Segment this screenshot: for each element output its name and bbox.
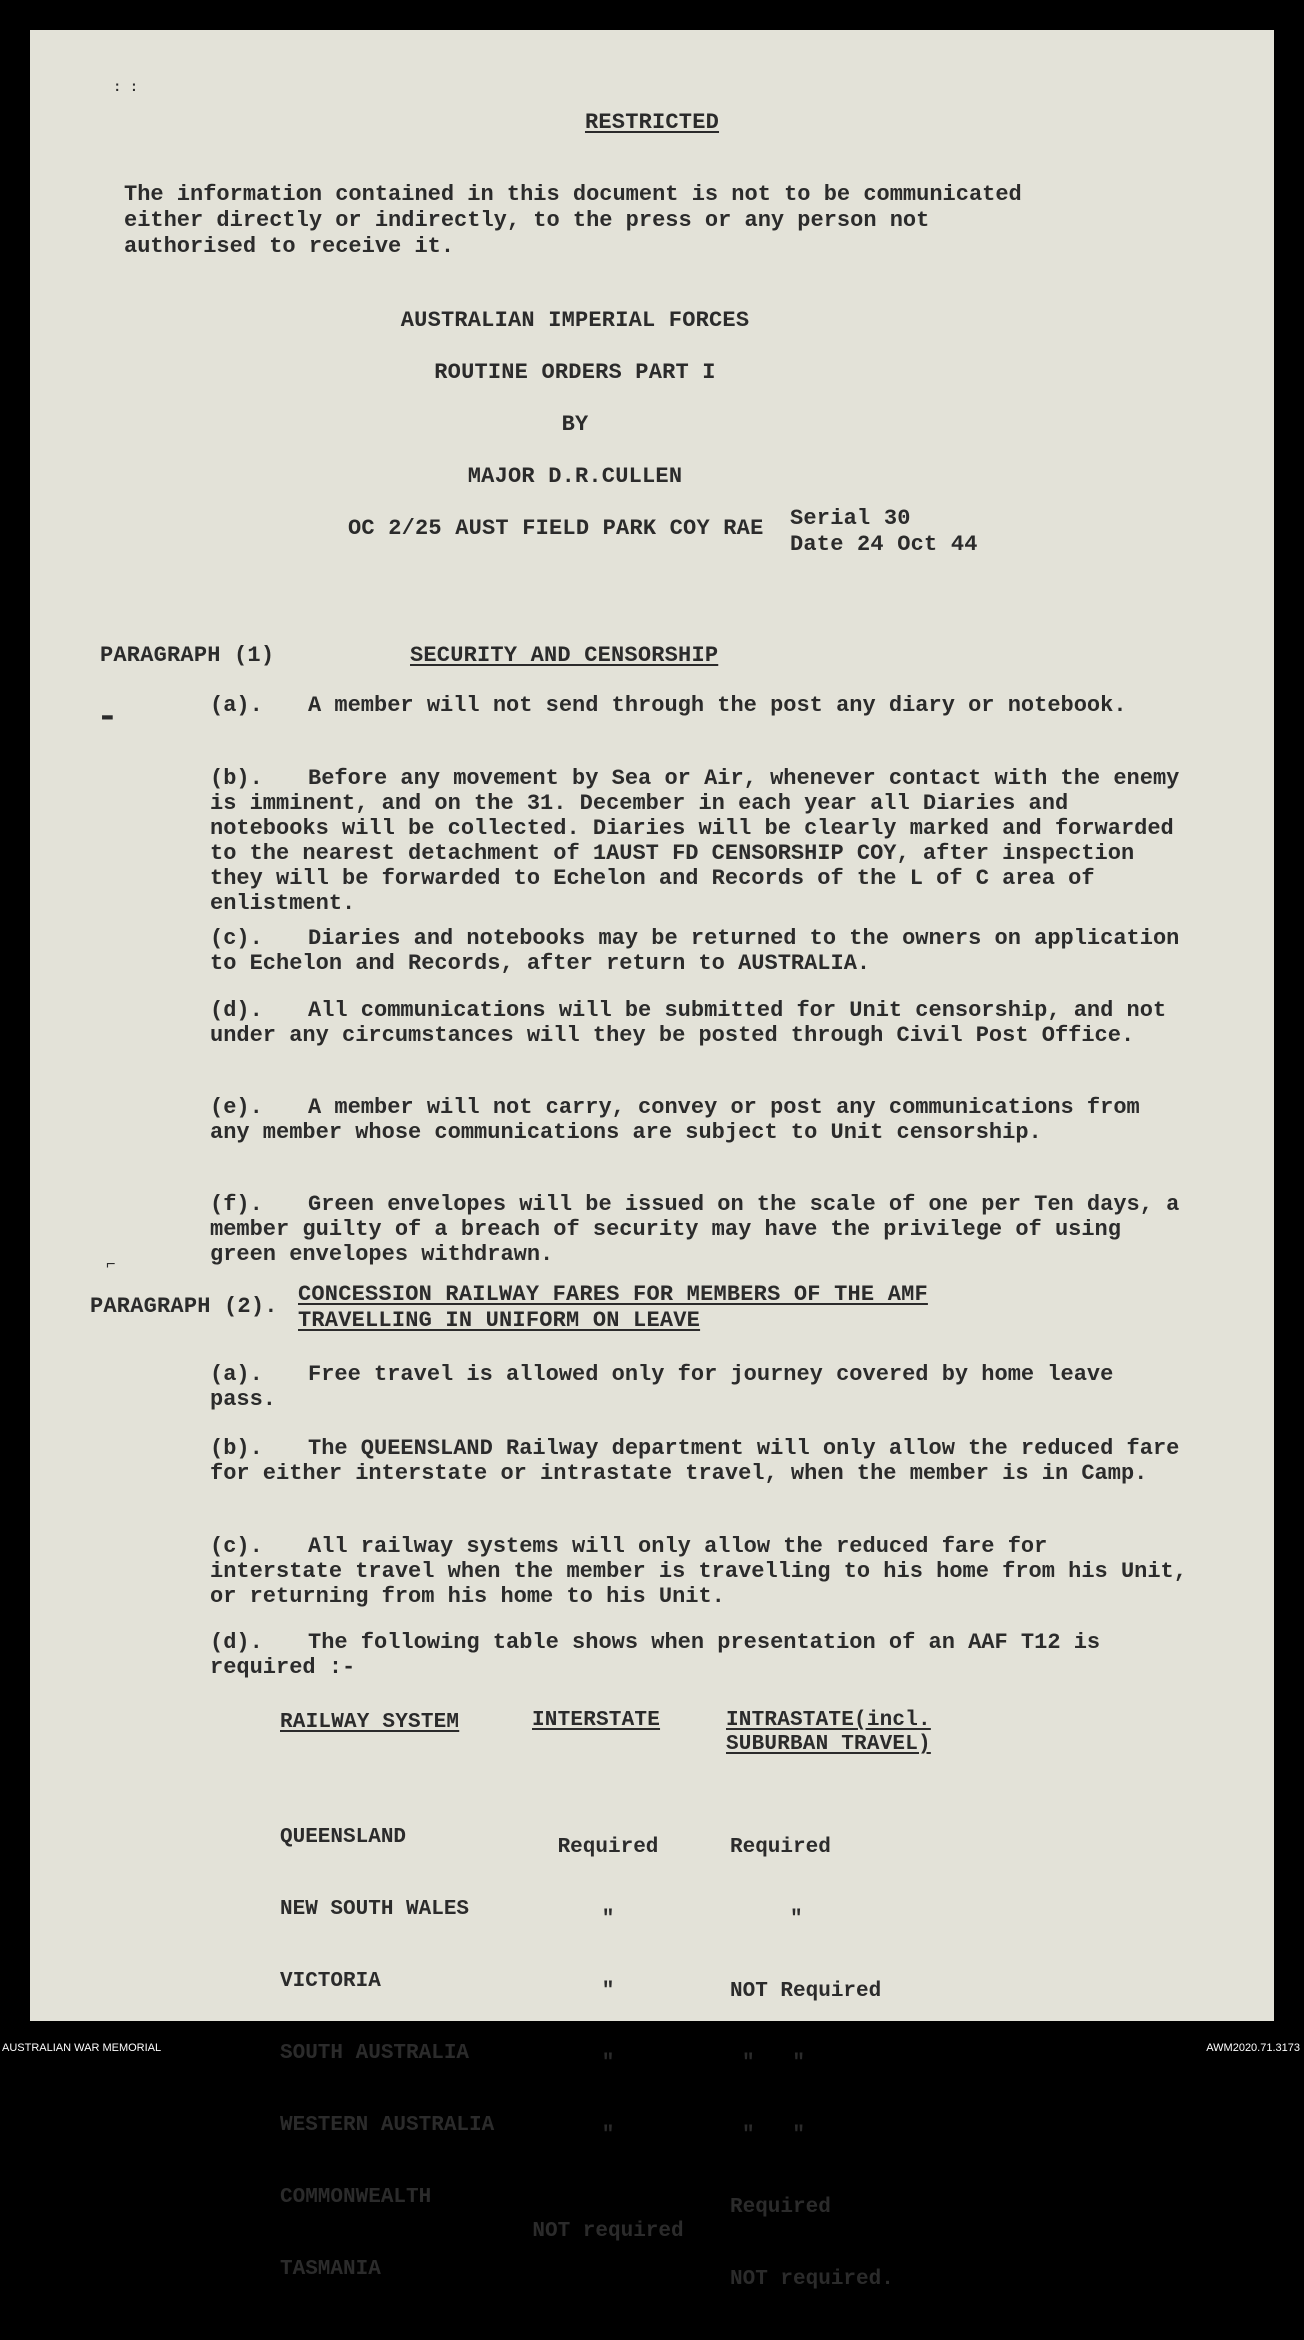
table-cell-intrastate: " " xyxy=(742,2052,806,2075)
item-text: The following table shows when presentation of an AAF T12 is required :- xyxy=(210,1630,1101,1680)
footer-right: AWM2020.71.3173 xyxy=(1206,2042,1300,2054)
item-label: (c). xyxy=(210,1534,263,1559)
paragraph-1-label: PARAGRAPH (1) xyxy=(100,643,275,668)
item-text: Green envelopes will be issued on the scale of one per Ten days, a member guilty of a breach of security may have the privilege of using green envelopes withdrawn. xyxy=(210,1192,1180,1267)
item-label: (e). xyxy=(210,1095,263,1120)
item-label: (c). xyxy=(210,926,263,951)
item-label: (d). xyxy=(210,998,263,1023)
item-text: Free travel is allowed only for journey covered by home leave pass. xyxy=(210,1362,1114,1412)
order-date: Date 24 Oct 44 xyxy=(790,532,978,557)
punch-mark: : : xyxy=(113,80,139,96)
paragraph-2-heading-line-1: CONCESSION RAILWAY FARES FOR MEMBERS OF THE AMF xyxy=(298,1282,928,1307)
paragraph-1-item-f xyxy=(210,1192,1190,1267)
restricted-heading: RESTRICTED xyxy=(584,110,720,135)
table-row-system: NEW SOUTH WALES xyxy=(280,1898,470,1921)
title-line-2: ROUTINE ORDERS PART I xyxy=(434,360,716,385)
notice-line: The information contained in this document is not to be communicated xyxy=(124,182,1022,207)
table-cell-intrastate: Required xyxy=(730,1836,831,1859)
item-label: (d). xyxy=(210,1630,263,1655)
table-header-intrastate-line-1: INTRASTATE(incl. xyxy=(726,1709,931,1732)
paragraph-2-heading-line-2: TRAVELLING IN UNIFORM ON LEAVE xyxy=(298,1308,701,1333)
item-text: A member will not carry, convey or post any communications from any member whose communications are subject to Unit censorship. xyxy=(210,1095,1140,1145)
table-header-interstate: INTERSTATE xyxy=(532,1709,661,1732)
table-header-railway-system: RAILWAY SYSTEM xyxy=(280,1711,460,1734)
item-text: All communications will be submitted for Unit censorship, and not under any circumstances will they be posted through Civil Post Office. xyxy=(210,998,1167,1048)
table-cell-intrastate: NOT required. xyxy=(730,2268,894,2291)
paragraph-2-item-c xyxy=(210,1534,1190,1609)
item-text: All railway systems will only allow the reduced fare for interstate travel when the member is travelling to his home from his Unit, or returning from his home to his Unit. xyxy=(210,1534,1187,1609)
item-label: (b). xyxy=(210,766,263,791)
table-column-systems xyxy=(280,1778,494,2330)
paragraph-2-item-a xyxy=(210,1362,1190,1412)
paragraph-2-label: PARAGRAPH (2). xyxy=(90,1294,278,1319)
table-row-system: VICTORIA xyxy=(280,1970,381,1993)
notice-line: either directly or indirectly, to the press or any person not xyxy=(124,208,930,233)
serial-number: Serial 30 xyxy=(790,506,911,531)
title-line-1: AUSTRALIAN IMPERIAL FORCES xyxy=(400,308,750,333)
table-row-system: QUEENSLAND xyxy=(280,1826,407,1849)
title-line-4: MAJOR D.R.CULLEN xyxy=(467,464,683,489)
paragraph-2-item-b xyxy=(210,1436,1190,1486)
title-line-3: BY xyxy=(561,412,589,437)
table-header-intrastate-line-2: SUBURBAN TRAVEL) xyxy=(726,1733,931,1756)
item-label: (a). xyxy=(210,1362,263,1387)
table-cell-intrastate: Required xyxy=(730,2196,831,2219)
table-cell-intrastate: NOT Required xyxy=(730,1980,882,2003)
paragraph-1-item-b xyxy=(210,766,1190,916)
table-column-intrastate xyxy=(730,1788,894,2340)
item-label: (b). xyxy=(210,1436,263,1461)
table-row-system: COMMONWEALTH xyxy=(280,2186,432,2209)
paragraph-1-item-c xyxy=(210,926,1190,976)
paragraph-1-item-a xyxy=(210,693,1190,718)
item-text: Before any movement by Sea or Air, whenever contact with the enemy is imminent, and on the 31. December in each year all Diaries and notebooks will be collected. Diaries will be clearly marked and forwarded to the nearest detachment of 1AUST FD CENSORSHIP COY, after inspection they will be forwarded to Echelon and Records of the L of C area of enlistment. xyxy=(210,766,1180,916)
item-label: (f). xyxy=(210,1192,263,1217)
title-line-5: OC 2/25 AUST FIELD PARK COY RAE xyxy=(348,516,764,541)
table-row-system: SOUTH AUSTRALIA xyxy=(280,2042,470,2065)
paragraph-1-item-e xyxy=(210,1095,1190,1145)
punch-mark: ▬ xyxy=(102,706,113,726)
table-cell-intrastate: " xyxy=(790,1908,803,1931)
notice-line: authorised to receive it. xyxy=(124,234,455,259)
item-text: Diaries and notebooks may be returned to the owners on application to Echelon and Records, after return to AUSTRALIA. xyxy=(210,926,1180,976)
table-row-system: TASMANIA xyxy=(280,2258,381,2281)
paragraph-1-heading: SECURITY AND CENSORSHIP xyxy=(410,643,719,668)
footer-left: AUSTRALIAN WAR MEMORIAL xyxy=(2,2042,162,2054)
item-text: The QUEENSLAND Railway department will only allow the reduced fare for either interstate or intrastate travel, when the member is in Camp. xyxy=(210,1436,1180,1486)
item-label: (a). xyxy=(210,693,263,718)
table-cell-interstate: NOT required xyxy=(532,2220,684,2243)
table-cell-interstate: " xyxy=(601,2052,615,2075)
paragraph-1-item-d xyxy=(210,998,1190,1048)
punch-mark: ⌐ xyxy=(106,1256,116,1274)
paragraph-2-item-d xyxy=(210,1630,1190,1680)
item-text: A member will not send through the post any diary or notebook. xyxy=(308,693,1127,718)
table-cell-interstate: " xyxy=(601,1908,615,1931)
table-column-interstate xyxy=(528,1788,688,2292)
table-row-system: WESTERN AUSTRALIA xyxy=(280,2114,495,2137)
table-cell-interstate: " xyxy=(601,2124,615,2147)
table-cell-interstate: Required xyxy=(557,1836,659,1859)
table-cell-intrastate: " " xyxy=(742,2124,806,2147)
table-cell-interstate: " xyxy=(601,1980,615,2003)
